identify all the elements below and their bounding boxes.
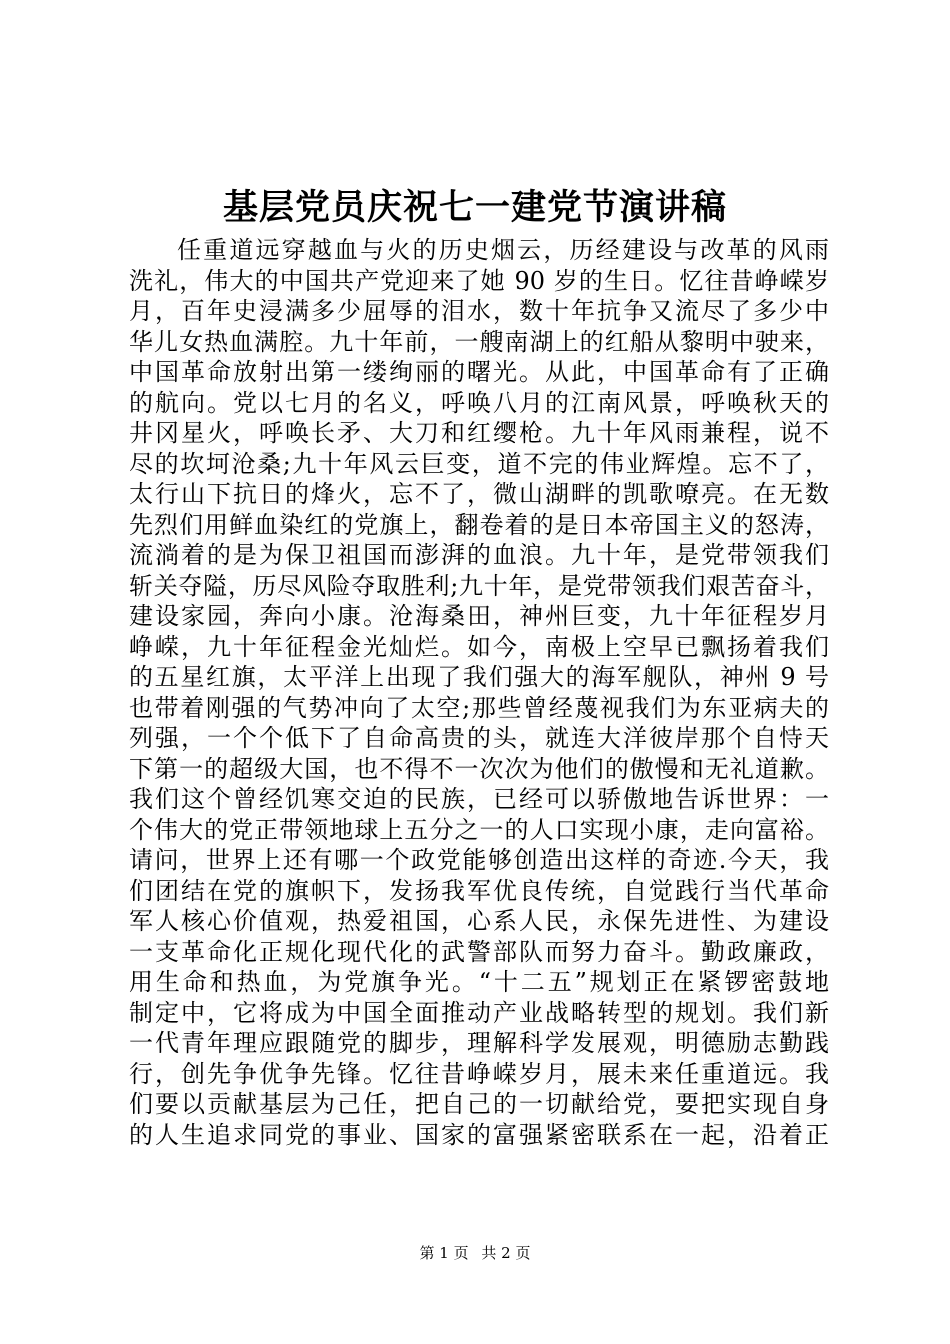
document-title: 基层党员庆祝七一建党节演讲稿: [222, 187, 727, 228]
body-line: 用生命和热血，为党旗争光。“十二五”规划正在紧锣密鼓地: [129, 968, 829, 996]
body-line: 洗礼，伟大的中国共产党迎来了她 90 岁的生日。忆往昔峥嵘岁: [129, 266, 829, 295]
body-line: 建设家园，奔向小康。沧海桑田，神州巨变，九十年征程岁月: [129, 602, 829, 630]
body-line: 一代青年理应跟随党的脚步，理解科学发展观，明德励志勤践: [129, 1029, 829, 1057]
body-line: 井冈星火，呼唤长矛、大刀和红缨枪。九十年风雨兼程，说不: [129, 419, 829, 447]
body-line: 们要以贡献基层为己任，把自己的一切献给党，要把实现自身: [129, 1090, 829, 1118]
body-line: 峥嵘，九十年征程金光灿烂。如今，南极上空早已飘扬着我们: [129, 632, 829, 661]
body-line: 一支革命化正规化现代化的武警部队而努力奋斗。勤政廉政，: [129, 937, 829, 966]
body-line: 的人生追求同党的事业、国家的富强紧密联系在一起，沿着正: [129, 1120, 829, 1149]
body-line: 制定中，它将成为中国全面推动产业战略转型的规划。我们新: [129, 998, 829, 1027]
body-line: 行，创先争优争先锋。忆往昔峥嵘岁月，展未来任重道远。我: [129, 1059, 829, 1088]
page-total: 共 2 页: [481, 1244, 531, 1262]
body-line: 的航向。党以七月的名义，呼唤八月的江南风景，呼唤秋天的: [129, 388, 829, 417]
body-line: 个伟大的党正带领地球上五分之一的人口实现小康，走向富裕。: [129, 815, 829, 844]
body-line: 下第一的超级大国，也不得不一次次为他们的傲慢和无礼道歉。: [129, 754, 829, 783]
body-line: 太行山下抗日的烽火，忘不了，微山湖畔的凯歌嘹亮。在无数: [129, 480, 829, 508]
body-line: 们团结在党的旗帜下，发扬我军优良传统，自觉践行当代革命: [129, 876, 829, 905]
page-number: 第 1 页: [419, 1244, 469, 1262]
body-line: 先烈们用鲜血染红的党旗上，翻卷着的是日本帝国主义的怒涛，: [129, 510, 829, 539]
body-line: 流淌着的是为保卫祖国而澎湃的血浪。九十年，是党带领我们: [129, 541, 829, 569]
body-line: 中国革命放射出第一缕绚丽的曙光。从此，中国革命有了正确: [129, 358, 829, 386]
body-line: 斩关夺隘，历尽风险夺取胜利;九十年，是党带领我们艰苦奋斗，: [129, 571, 829, 600]
page-footer: [0, 1243, 950, 1263]
body-line: 请问，世界上还有哪一个政党能够创造出这样的奇迹.今天，我: [129, 846, 829, 874]
body-line: 也带着刚强的气势冲向了太空;那些曾经蔑视我们为东亚病夫的: [129, 693, 829, 722]
body-line: 华儿女热血满腔。九十年前，一艘南湖上的红船从黎明中驶来，: [129, 327, 829, 356]
body-line: 我们这个曾经饥寒交迫的民族，已经可以骄傲地告诉世界：一: [129, 785, 829, 813]
body-line: 月，百年史浸满多少屈辱的泪水，数十年抗争又流尽了多少中: [129, 297, 829, 325]
body-line: 列强，一个个低下了自命高贵的头，就连大洋彼岸那个自恃天: [129, 724, 829, 752]
body-line: 尽的坎坷沧桑;九十年风云巨变，道不完的伟业辉煌。忘不了，: [129, 449, 829, 478]
body-line: 的五星红旗，太平洋上出现了我们强大的海军舰队，神州 9 号: [129, 663, 829, 691]
document-body: [129, 235, 829, 1150]
body-line: 任重道远穿越血与火的历史烟云，历经建设与改革的风雨: [177, 236, 829, 264]
body-line: 军人核心价值观，热爱祖国，心系人民，永保先进性、为建设: [129, 907, 829, 935]
